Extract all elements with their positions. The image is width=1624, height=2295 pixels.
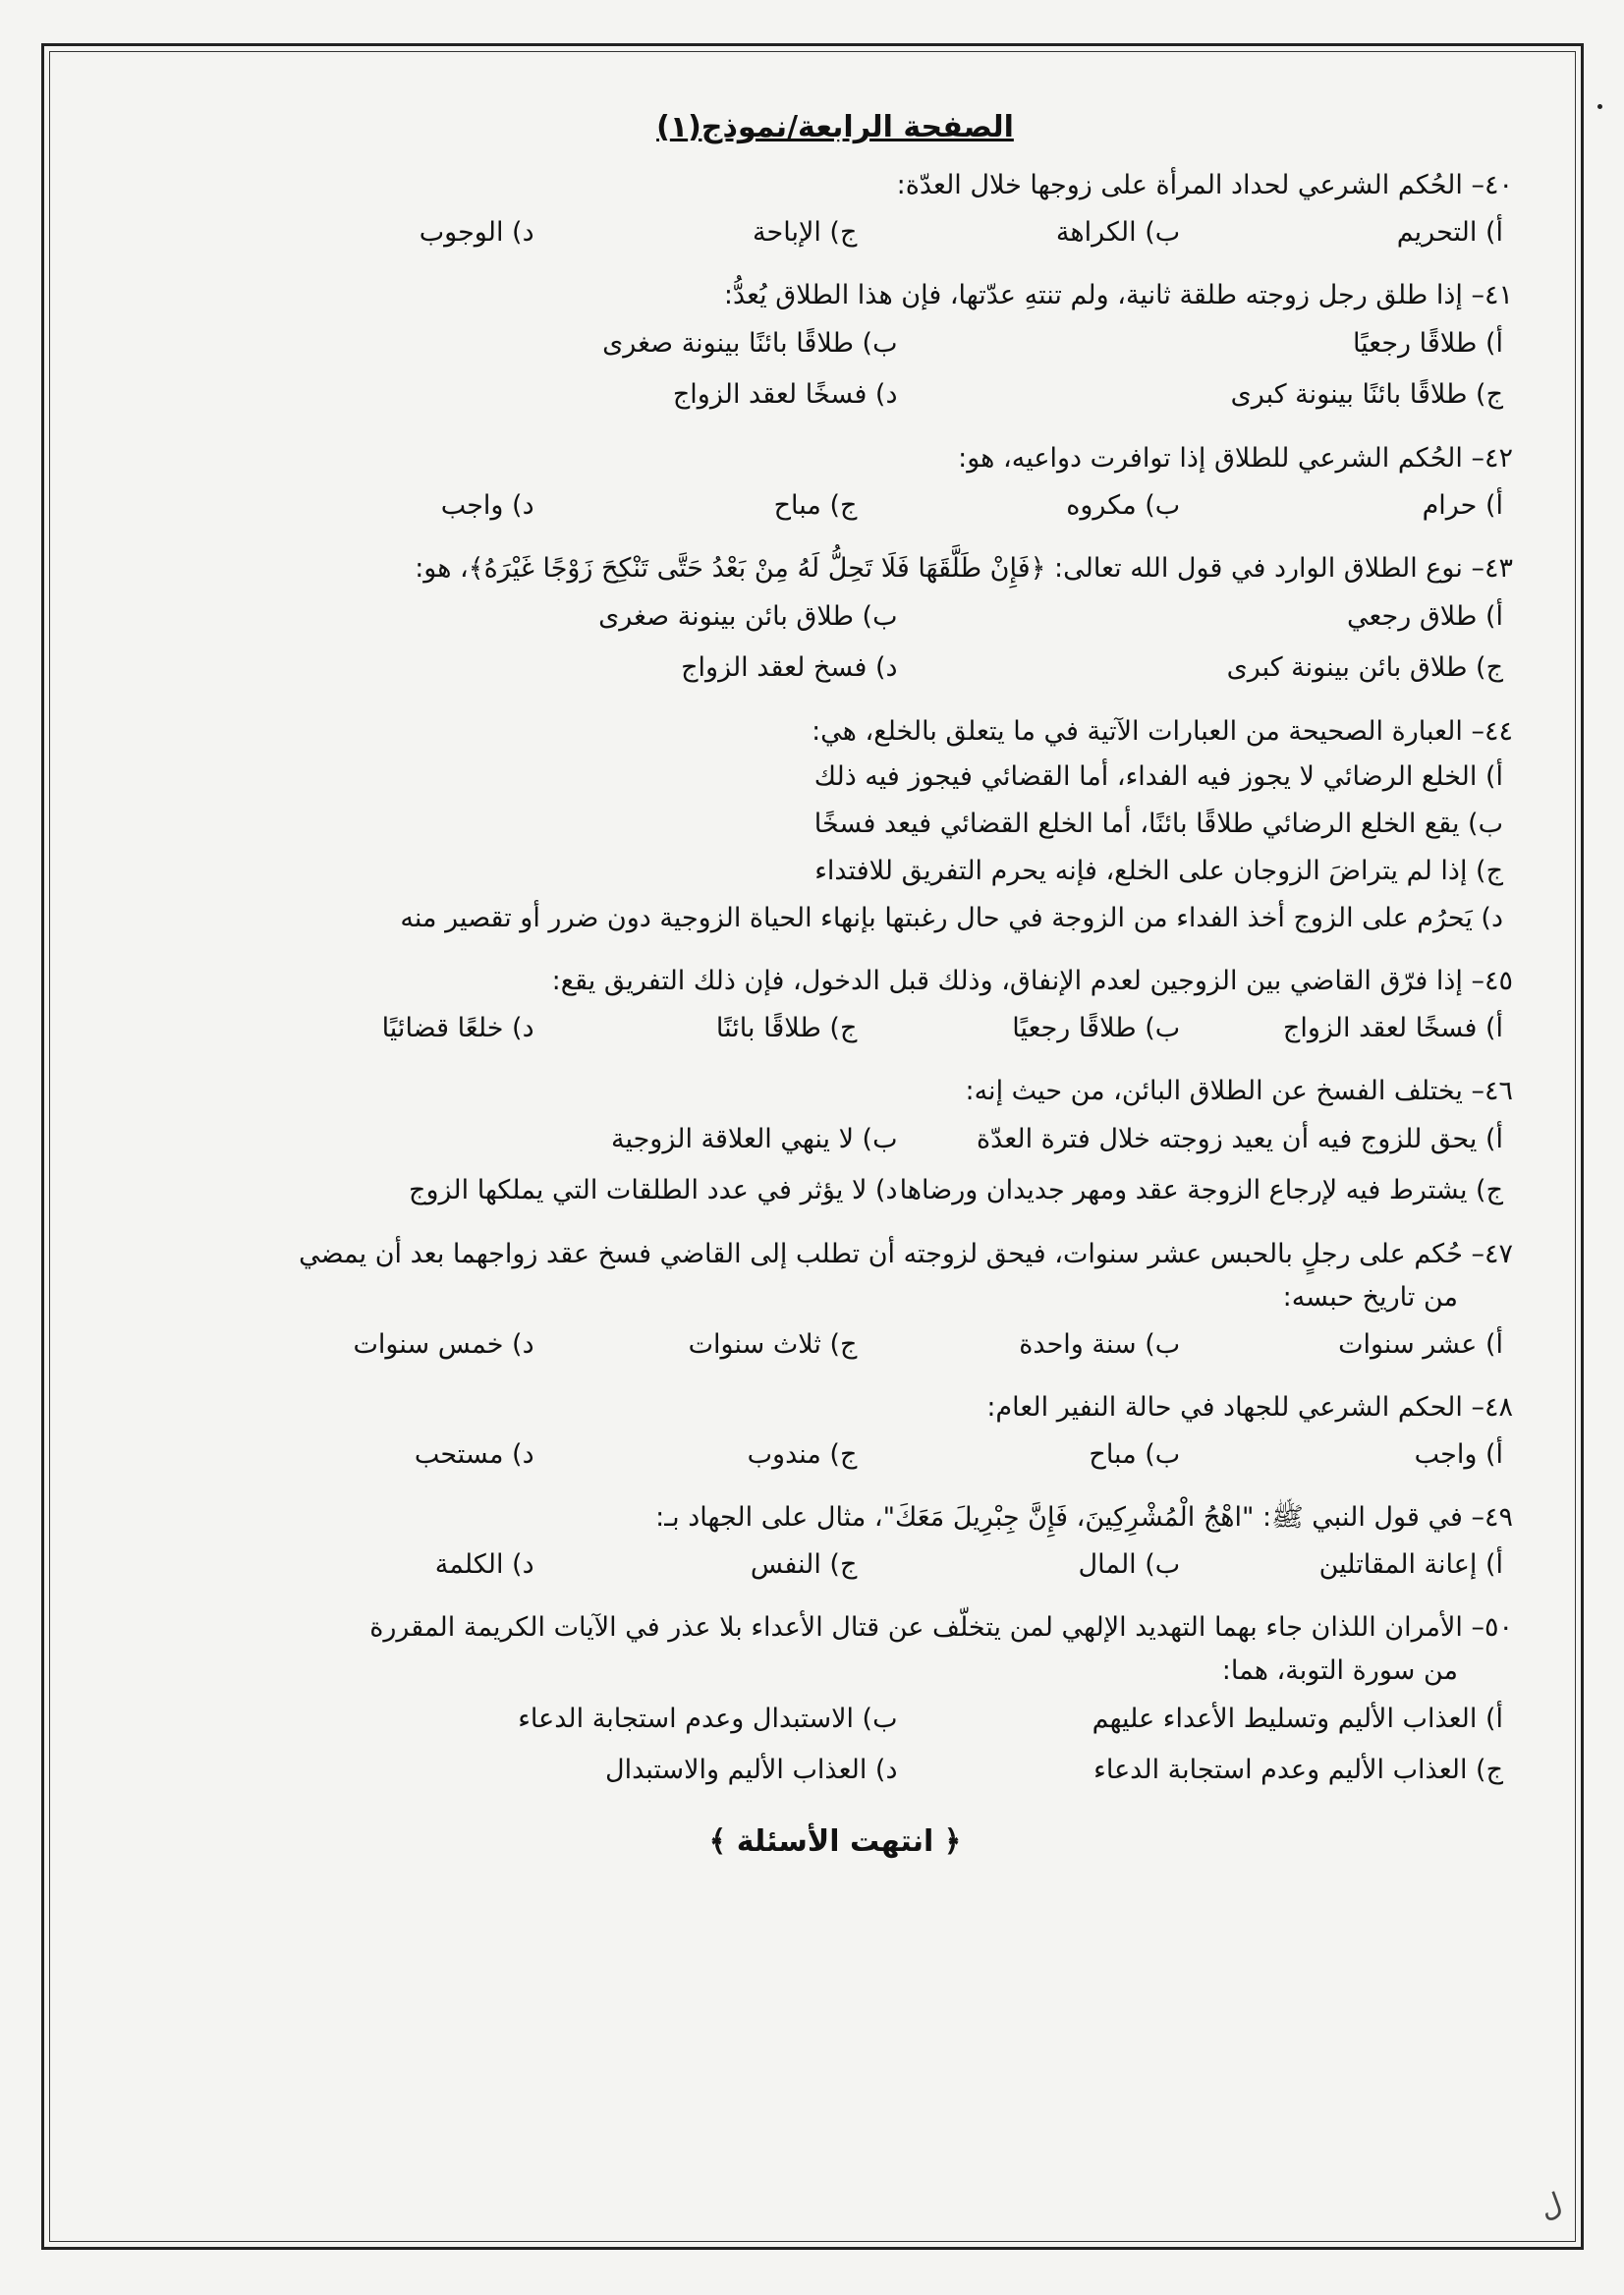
question-stem (157, 710, 1513, 754)
question-43 (157, 547, 1513, 693)
signature-mark: ل (1535, 2186, 1568, 2226)
option-c[interactable]: ج) طلاقًا بائنًا (715, 1012, 858, 1043)
options-row (157, 1429, 1513, 1479)
question-42 (157, 437, 1513, 530)
question-text: إذا فرّق القاضي بين الزوجين لعدم الإنفاق، وذلك قبل الدخول، فإن ذلك التفريق يقع: (551, 966, 1463, 996)
question-stem (157, 1496, 1513, 1539)
option-b[interactable]: ب) يقع الخلع الرضائي طلاقًا بائنًا، أما الخلع القضائي فيعد فسخًا (813, 809, 1503, 839)
option-d[interactable]: د) يَحرُم على الزوج أخذ الفداء من الزوجة في حال رغبتها بإنهاء الحياة الزوجية دون ضرر أو تقصير منه (400, 903, 1503, 933)
question-stem (157, 274, 1513, 317)
options-row (157, 590, 1513, 642)
option-a[interactable]: أ) واجب (1414, 1438, 1503, 1470)
exam-page (157, 98, 1513, 2220)
options-row (157, 480, 1513, 530)
options-row (157, 1164, 1513, 1215)
question-text: يختلف الفسخ عن الطلاق البائن، من حيث إنه: (965, 1076, 1463, 1106)
question-stem (157, 437, 1513, 480)
question-text: حُكم على رجلٍ بالحبس عشر سنوات، فيحق لزوجته أن تطلب إلى القاضي فسخ عقد زواجهما بعد أن يمضي (299, 1239, 1463, 1269)
margin-dot (1597, 104, 1602, 109)
question-number: ٤٠– (1471, 170, 1513, 200)
question-stem (157, 960, 1513, 1003)
question-number: ٤٩– (1471, 1502, 1513, 1533)
question-46 (157, 1070, 1513, 1215)
question-stem (157, 547, 1513, 590)
options-row (157, 1539, 1513, 1589)
option-a[interactable]: أ) فسخًا لعقد الزواج (1282, 1012, 1503, 1043)
option-d[interactable]: د) لا يؤثر في عدد الطلقات التي يملكها الزوج (409, 1174, 898, 1205)
question-text: إذا طلق رجل زوجته طلقة ثانية، ولم تنتهِ عدّتها، فإن هذا الطلاق يُعدُّ: (723, 280, 1463, 310)
option-d[interactable]: د) العذاب الأليم والاستبدال (604, 1754, 898, 1785)
question-50 (157, 1606, 1513, 1795)
option-c[interactable]: ج) إذا لم يتراضَ الزوجان على الخلع، فإنه يحرم التفريق للافتداء (814, 856, 1503, 886)
question-number: ٤٧– (1471, 1239, 1513, 1269)
option-b[interactable]: ب) الكراهة (1055, 216, 1181, 248)
options-row (157, 642, 1513, 693)
question-number: ٥٠– (1471, 1612, 1513, 1643)
options-row (157, 1693, 1513, 1744)
question-text: العبارة الصحيحة من العبارات الآتية في ما يتعلق بالخلع، هي: (812, 716, 1463, 747)
option-d[interactable]: د) خلعًا قضائيًا (381, 1012, 534, 1043)
end-of-questions: ﴿ انتهت الأسئلة ﴾ (708, 1824, 962, 1859)
option-a[interactable]: أ) طلاقًا رجعيًا (1352, 327, 1503, 359)
options-row (157, 1003, 1513, 1052)
option-b[interactable]: ب) سنة واحدة (1019, 1328, 1181, 1360)
options-row (157, 1319, 1513, 1369)
question-stem (157, 1386, 1513, 1429)
question-text: الحُكم الشرعي لحداد المرأة على زوجها خلال العدّة: (896, 170, 1463, 200)
option-d[interactable]: د) واجب (440, 489, 534, 521)
question-number: ٤٦– (1471, 1076, 1513, 1106)
option-b[interactable]: ب) مباح (1089, 1438, 1181, 1470)
question-44 (157, 710, 1513, 942)
question-stem (157, 1233, 1513, 1319)
question-47 (157, 1233, 1513, 1369)
option-b[interactable]: ب) طلاقًا رجعيًا (1012, 1012, 1181, 1043)
option-d[interactable]: د) الكلمة (434, 1548, 534, 1580)
question-number: ٤٤– (1471, 716, 1513, 747)
options-row (157, 1113, 1513, 1164)
options-row (157, 207, 1513, 256)
option-c[interactable]: ج) مندوب (747, 1438, 858, 1470)
option-d[interactable]: د) فسخ لعقد الزواج (681, 651, 898, 683)
question-40 (157, 164, 1513, 256)
question-text: الحكم الشرعي للجهاد في حالة النفير العام: (986, 1392, 1463, 1423)
option-a[interactable]: أ) عشر سنوات (1338, 1328, 1503, 1360)
option-a[interactable]: أ) حرام (1422, 489, 1503, 521)
option-d[interactable]: د) مستحب (414, 1438, 534, 1470)
option-c[interactable]: ج) طلاق بائن بينونة كبرى (1226, 651, 1503, 683)
question-stem (157, 1606, 1513, 1693)
question-text: الأمران اللذان جاء بهما التهديد الإلهي لمن يتخلّف عن قتال الأعداء بلا عذر في الآيات الكريمة المقررة (369, 1612, 1463, 1643)
option-a[interactable]: أ) التحريم (1396, 216, 1503, 248)
question-48 (157, 1386, 1513, 1479)
option-a[interactable]: أ) الخلع الرضائي لا يجوز فيه الفداء، أما القضائي فيجوز فيه ذلك (813, 761, 1503, 792)
option-c[interactable]: ج) مباح (773, 489, 858, 521)
question-45 (157, 960, 1513, 1052)
option-b[interactable]: ب) مكروه (1066, 489, 1181, 521)
option-b[interactable]: ب) طلاقًا بائنًا بينونة صغرى (602, 327, 898, 359)
option-a[interactable]: أ) العذاب الأليم وتسليط الأعداء عليهم (1092, 1703, 1503, 1734)
option-c[interactable]: ج) يشترط فيه لإرجاع الزوجة عقد ومهر جديدان ورضاها (899, 1174, 1503, 1205)
option-a[interactable]: أ) إعانة المقاتلين (1318, 1548, 1503, 1580)
question-text: في قول النبي ﷺ: "اهْجُ الْمُشْرِكِينَ، فَإِنَّ جِبْرِيلَ مَعَكَ"، مثال على الجهاد بـ: (655, 1502, 1463, 1533)
option-c[interactable]: ج) ثلاث سنوات (688, 1328, 858, 1360)
question-text: نوع الطلاق الوارد في قول الله تعالى: ﴿فَإِنْ طَلَّقَهَا فَلَا تَحِلُّ لَهُ مِنْ بَعْدُ حَتَّى تَنْكِحَ زَوْجًا غَيْرَهُ﴾، هو: (415, 553, 1463, 584)
option-b[interactable]: ب) لا ينهي العلاقة الزوجية (610, 1123, 898, 1154)
question-number: ٤٨– (1471, 1392, 1513, 1423)
question-49 (157, 1496, 1513, 1589)
option-d[interactable]: د) فسخًا لعقد الزواج (672, 378, 898, 410)
option-a[interactable]: أ) يحق للزوج فيه أن يعيد زوجته خلال فترة العدّة (977, 1123, 1503, 1154)
option-c[interactable]: ج) طلاقًا بائنًا بينونة كبرى (1230, 378, 1503, 410)
question-text-continued: من سورة التوبة، هما: (1221, 1655, 1458, 1686)
question-stem (157, 164, 1513, 207)
question-text-continued: من تاريخ حبسه: (1282, 1282, 1458, 1313)
question-number: ٤١– (1471, 280, 1513, 310)
options-row (157, 317, 1513, 368)
option-d[interactable]: د) خمس سنوات (353, 1328, 534, 1360)
option-b[interactable]: ب) الاستبدال وعدم استجابة الدعاء (518, 1703, 898, 1734)
option-c[interactable]: ج) الإباحة (753, 216, 858, 248)
option-c[interactable]: ج) النفس (750, 1548, 858, 1580)
question-text: الحُكم الشرعي للطلاق إذا توافرت دواعيه، هو: (958, 443, 1463, 474)
option-b[interactable]: ب) طلاق بائن بينونة صغرى (598, 600, 898, 632)
question-number: ٤٥– (1471, 966, 1513, 996)
option-b[interactable]: ب) المال (1078, 1548, 1181, 1580)
question-stem (157, 1070, 1513, 1113)
question-number: ٤٢– (1471, 443, 1513, 474)
page-title: الصفحة الرابعة/نموذج(١) (656, 110, 1014, 144)
option-d[interactable]: د) الوجوب (419, 216, 534, 248)
options-row (157, 368, 1513, 420)
option-c[interactable]: ج) العذاب الأليم وعدم استجابة الدعاء (1093, 1754, 1503, 1785)
question-number: ٤٣– (1471, 553, 1513, 584)
question-41 (157, 274, 1513, 420)
option-a[interactable]: أ) طلاق رجعي (1346, 600, 1503, 632)
options-row (157, 1744, 1513, 1795)
